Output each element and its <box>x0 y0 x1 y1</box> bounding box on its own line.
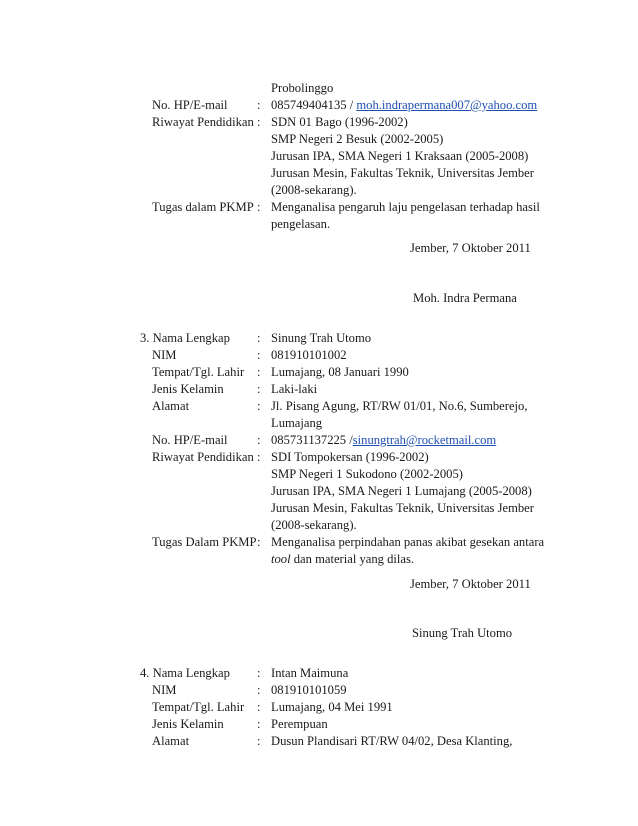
name-row <box>0 664 638 682</box>
education-item: SMP Negeri 2 Besuk (2002-2005) <box>271 132 444 146</box>
gender-value: Perempuan <box>271 717 328 731</box>
education-label: Riwayat Pendidikan <box>152 115 254 129</box>
education-row <box>0 181 638 199</box>
birth-label: Tempat/Tgl. Lahir <box>152 365 245 379</box>
address-row <box>0 414 638 432</box>
task-row <box>0 198 638 216</box>
colon: : <box>257 433 261 447</box>
name-label: 3. Nama Lengkap <box>140 331 230 345</box>
gender-label: Jenis Kelamin <box>152 717 224 731</box>
colon: : <box>257 115 261 129</box>
colon: : <box>257 666 261 680</box>
signature-date-row <box>0 575 638 593</box>
name-value: Sinung Trah Utomo <box>271 331 372 345</box>
gender-row <box>0 715 638 733</box>
address-row <box>0 732 638 750</box>
address-continuation-row <box>0 79 638 97</box>
education-row <box>0 516 638 534</box>
colon: : <box>257 535 261 549</box>
address-row <box>0 397 638 415</box>
colon: : <box>257 331 261 345</box>
task-row <box>0 215 638 233</box>
gender-label: Jenis Kelamin <box>152 382 224 396</box>
education-label: Riwayat Pendidikan <box>152 450 254 464</box>
education-item: Jurusan Mesin, Fakultas Teknik, Universitas Jember <box>271 501 534 515</box>
education-row <box>0 465 638 483</box>
education-item: Jurusan IPA, SMA Negeri 1 Kraksaan (2005-2008) <box>271 149 529 163</box>
education-row <box>0 448 638 466</box>
task-text: Menganalisa pengaruh laju pengelasan terhadap hasil <box>271 200 540 214</box>
education-row <box>0 130 638 148</box>
education-item: (2008-sekarang). <box>271 518 357 532</box>
colon: : <box>257 348 261 362</box>
nim-value: 081910101059 <box>271 683 347 697</box>
task-row <box>0 533 638 551</box>
phone-number: 085749404135 / <box>271 98 357 112</box>
colon: : <box>257 683 261 697</box>
address-value: Jl. Pisang Agung, RT/RW 01/01, No.6, Sumberejo, <box>271 399 528 413</box>
nim-row <box>0 681 638 699</box>
education-row <box>0 164 638 182</box>
nim-value: 081910101002 <box>271 348 347 362</box>
birth-value: Lumajang, 04 Mei 1991 <box>271 700 393 714</box>
address-value: Dusun Plandisari RT/RW 04/02, Desa Klanting, <box>271 734 513 748</box>
nim-label: NIM <box>152 348 177 362</box>
birth-row <box>0 363 638 381</box>
colon: : <box>257 200 261 214</box>
education-row <box>0 499 638 517</box>
signature-name: Moh. Indra Permana <box>413 291 517 305</box>
colon: : <box>257 450 261 464</box>
colon: : <box>257 700 261 714</box>
email-link[interactable]: sinungtrah@rocketmail.com <box>352 433 497 447</box>
task-label: Tugas dalam PKMP <box>152 200 254 214</box>
signature-date: Jember, 7 Oktober 2011 <box>410 241 531 255</box>
nim-label: NIM <box>152 683 177 697</box>
colon: : <box>257 365 261 379</box>
colon: : <box>257 717 261 731</box>
signature-name: Sinung Trah Utomo <box>412 626 513 640</box>
address-label: Alamat <box>152 399 190 413</box>
phone-row <box>0 96 638 114</box>
gender-value: Laki-laki <box>271 382 318 396</box>
name-value: Intan Maimuna <box>271 666 349 680</box>
phone-label: No. HP/E-mail <box>152 98 228 112</box>
education-item: SDN 01 Bago (1996-2002) <box>271 115 408 129</box>
phone-label: No. HP/E-mail <box>152 433 228 447</box>
colon: : <box>257 399 261 413</box>
task-text: Menganalisa perpindahan panas akibat gesekan antara <box>271 535 545 549</box>
name-label: 4. Nama Lengkap <box>140 666 230 680</box>
nim-row <box>0 346 638 364</box>
phone-row <box>0 431 638 449</box>
colon: : <box>257 98 261 112</box>
address-value: Lumajang <box>271 416 323 430</box>
email-link[interactable]: moh.indrapermana007@yahoo.com <box>356 98 538 112</box>
colon: : <box>257 382 261 396</box>
education-row <box>0 147 638 165</box>
education-item: Jurusan Mesin, Fakultas Teknik, Universitas Jember <box>271 166 534 180</box>
birth-row <box>0 698 638 716</box>
education-item: (2008-sekarang). <box>271 183 357 197</box>
signature-name-row <box>0 289 638 307</box>
gender-row <box>0 380 638 398</box>
education-item: SMP Negeri 1 Sukodono (2002-2005) <box>271 467 463 481</box>
task-text: dan material yang dilas. <box>290 552 415 566</box>
address-continuation: Probolinggo <box>271 81 334 95</box>
address-label: Alamat <box>152 734 190 748</box>
task-label: Tugas Dalam PKMP <box>152 535 257 549</box>
education-item: Jurusan IPA, SMA Negeri 1 Lumajang (2005-2008) <box>271 484 532 498</box>
birth-value: Lumajang, 08 Januari 1990 <box>271 365 409 379</box>
education-row <box>0 482 638 500</box>
task-row <box>0 550 638 568</box>
signature-date-row <box>0 239 638 257</box>
signature-date: Jember, 7 Oktober 2011 <box>410 577 531 591</box>
task-text-italic: tool <box>271 552 291 566</box>
signature-name-row <box>0 624 638 642</box>
education-row <box>0 113 638 131</box>
education-item: SDI Tompokersan (1996-2002) <box>271 450 429 464</box>
colon: : <box>257 734 261 748</box>
task-text: pengelasan. <box>271 217 331 231</box>
name-row <box>0 329 638 347</box>
phone-number: 085731137225 / <box>271 433 353 447</box>
birth-label: Tempat/Tgl. Lahir <box>152 700 245 714</box>
